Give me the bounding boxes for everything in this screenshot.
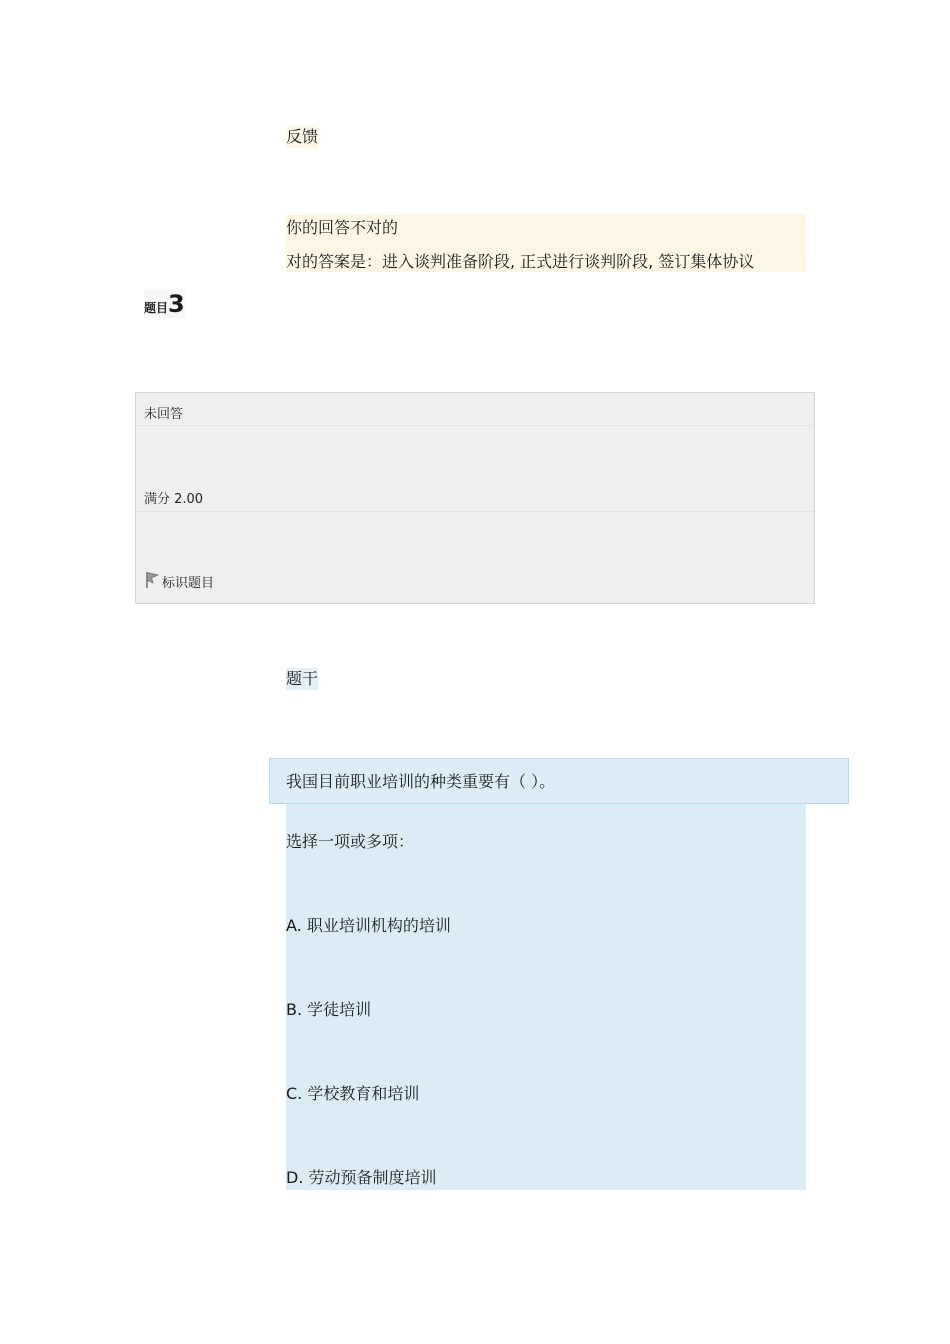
option-c[interactable]: C. 学校教育和培训 <box>286 1084 420 1103</box>
question-info-box <box>135 392 815 604</box>
flag-question-label: 标识题目 <box>162 576 215 591</box>
question-number-value: 3 <box>168 290 185 318</box>
question-text-box <box>269 758 849 804</box>
option-a[interactable]: A. 职业培训机构的培训 <box>286 916 451 935</box>
stem-heading: 题干 <box>286 669 319 688</box>
info-divider <box>136 425 814 426</box>
question-text: 我国目前职业培训的种类重要有（ ）。 <box>286 772 556 791</box>
correct-answer-text: 对的答案是：进入谈判准备阶段, 正式进行谈判阶段, 签订集体协议 <box>286 252 755 271</box>
answer-prompt: 选择一项或多项： <box>286 832 415 851</box>
feedback-result: 你的回答不对的 <box>286 218 399 237</box>
question-grade: 满分 2.00 <box>144 492 204 507</box>
flag-question-link[interactable] <box>144 571 214 589</box>
feedback-box <box>286 214 806 272</box>
question-state: 未回答 <box>144 407 184 422</box>
question-number <box>144 290 185 318</box>
answer-area <box>286 804 806 1190</box>
info-divider <box>136 511 814 512</box>
feedback-heading: 反馈 <box>286 127 319 146</box>
question-label: 题目 <box>144 301 169 315</box>
option-d[interactable]: D. 劳动预备制度培训 <box>286 1168 437 1187</box>
option-b[interactable]: B. 学徒培训 <box>286 1000 372 1019</box>
flag-icon <box>144 571 160 589</box>
